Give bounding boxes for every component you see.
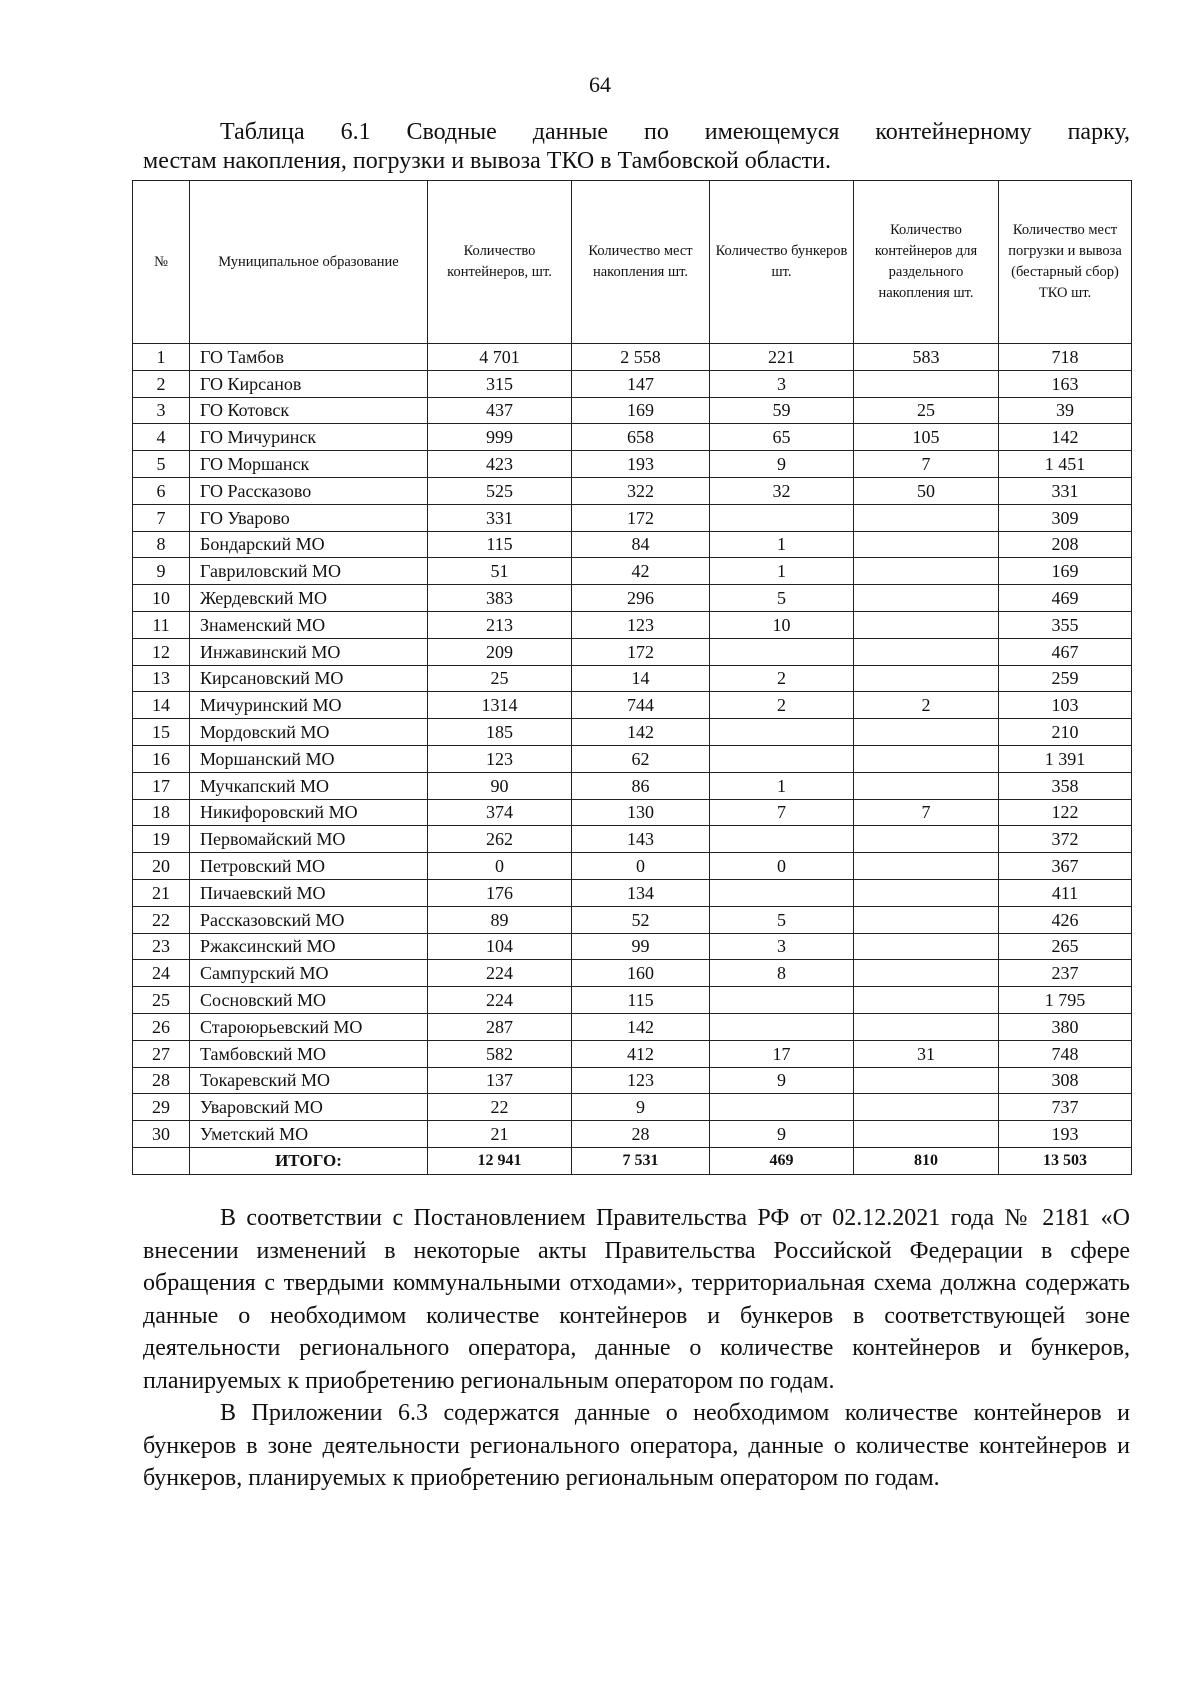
separate-containers-count — [854, 585, 999, 612]
collection-points-count: 172 — [572, 504, 710, 531]
bunkers-count: 32 — [710, 477, 854, 504]
containers-count: 287 — [428, 1013, 572, 1040]
collection-points-count: 14 — [572, 665, 710, 692]
municipality-name: Бондарский МО — [190, 531, 428, 558]
containerless-points-count: 737 — [999, 1094, 1132, 1121]
collection-points-count: 130 — [572, 799, 710, 826]
containers-count: 25 — [428, 665, 572, 692]
separate-containers-count — [854, 611, 999, 638]
bunkers-count — [710, 745, 854, 772]
table-row — [133, 1121, 1132, 1148]
body-text — [143, 1202, 1130, 1495]
collection-points-count: 193 — [572, 451, 710, 478]
separate-containers-count — [854, 665, 999, 692]
containerless-points-count: 308 — [999, 1067, 1132, 1094]
containerless-points-count: 469 — [999, 585, 1132, 612]
containerless-points-count: 142 — [999, 424, 1132, 451]
row-number: 2 — [133, 370, 190, 397]
bunkers-count — [710, 1013, 854, 1040]
bunkers-count: 9 — [710, 1121, 854, 1148]
municipality-name: Первомайский МО — [190, 826, 428, 853]
bunkers-count: 2 — [710, 692, 854, 719]
bunkers-count: 2 — [710, 665, 854, 692]
table-row — [133, 1040, 1132, 1067]
containers-count: 582 — [428, 1040, 572, 1067]
bunkers-count: 65 — [710, 424, 854, 451]
collection-points-count: 52 — [572, 906, 710, 933]
row-number: 6 — [133, 477, 190, 504]
separate-containers-count — [854, 1121, 999, 1148]
separate-containers-count — [854, 531, 999, 558]
containerless-points-count: 210 — [999, 719, 1132, 746]
municipality-name: Староюрьевский МО — [190, 1013, 428, 1040]
containerless-points-count: 1 795 — [999, 987, 1132, 1014]
total-collection-points-count: 7 531 — [572, 1147, 710, 1174]
containers-count: 185 — [428, 719, 572, 746]
municipality-name: ГО Моршанск — [190, 451, 428, 478]
municipality-name: Кирсановский МО — [190, 665, 428, 692]
containerless-points-count: 748 — [999, 1040, 1132, 1067]
total-containers-count: 12 941 — [428, 1147, 572, 1174]
bunkers-count: 7 — [710, 799, 854, 826]
bunkers-count — [710, 1094, 854, 1121]
row-number: 26 — [133, 1013, 190, 1040]
table-row — [133, 638, 1132, 665]
bunkers-count: 3 — [710, 370, 854, 397]
containers-count: 262 — [428, 826, 572, 853]
bunkers-count: 1 — [710, 558, 854, 585]
table-row — [133, 611, 1132, 638]
municipality-name: ГО Тамбов — [190, 344, 428, 371]
separate-containers-count — [854, 960, 999, 987]
header-bunkers: Количество бункеров шт. — [710, 181, 854, 344]
separate-containers-count: 7 — [854, 451, 999, 478]
collection-points-count: 744 — [572, 692, 710, 719]
table-row — [133, 799, 1132, 826]
bunkers-count: 1 — [710, 772, 854, 799]
containerless-points-count: 309 — [999, 504, 1132, 531]
row-number: 22 — [133, 906, 190, 933]
municipality-name: Сампурский МО — [190, 960, 428, 987]
row-number: 24 — [133, 960, 190, 987]
table-row — [133, 424, 1132, 451]
row-number: 9 — [133, 558, 190, 585]
collection-points-count: 115 — [572, 987, 710, 1014]
separate-containers-count — [854, 772, 999, 799]
containers-count: 51 — [428, 558, 572, 585]
bunkers-count: 9 — [710, 451, 854, 478]
total-containerless-points-count: 13 503 — [999, 1147, 1132, 1174]
separate-containers-count — [854, 558, 999, 585]
table-row — [133, 853, 1132, 880]
municipality-name: Пичаевский МО — [190, 879, 428, 906]
bunkers-count — [710, 879, 854, 906]
containerless-points-count: 208 — [999, 531, 1132, 558]
separate-containers-count — [854, 879, 999, 906]
containers-count: 437 — [428, 397, 572, 424]
containers-count: 315 — [428, 370, 572, 397]
paragraph-1: В соответствии с Постановлением Правительства РФ от 02.12.2021 года № 2181 «О внесении изменений в некоторые акты Правительства Российской Федерации в сфере обращения с твердыми коммунальными отходами», территориальная схема должна содержать данные о необходимом количестве контейнеров и бункеров в соответствующей зоне деятельности регионального оператора, данные о количестве контейнеров и бункеров, планируемых к приобретению региональным оператором по годам. — [143, 1205, 1130, 1394]
table-row — [133, 1067, 1132, 1094]
separate-containers-count — [854, 1094, 999, 1121]
municipality-name: Мучкапский МО — [190, 772, 428, 799]
page-number: 64 — [589, 72, 611, 97]
bunkers-count — [710, 504, 854, 531]
separate-containers-count — [854, 370, 999, 397]
containers-count: 374 — [428, 799, 572, 826]
containerless-points-count: 355 — [999, 611, 1132, 638]
row-number: 3 — [133, 397, 190, 424]
row-number: 13 — [133, 665, 190, 692]
containerless-points-count: 358 — [999, 772, 1132, 799]
collection-points-count: 123 — [572, 1067, 710, 1094]
separate-containers-count — [854, 933, 999, 960]
separate-containers-count — [854, 987, 999, 1014]
containers-count: 224 — [428, 960, 572, 987]
municipality-name: Мичуринский МО — [190, 692, 428, 719]
table-row — [133, 665, 1132, 692]
containers-count: 89 — [428, 906, 572, 933]
collection-points-count: 0 — [572, 853, 710, 880]
row-number: 30 — [133, 1121, 190, 1148]
containers-count: 4 701 — [428, 344, 572, 371]
row-number: 16 — [133, 745, 190, 772]
collection-points-count: 2 558 — [572, 344, 710, 371]
total-bunkers-count: 469 — [710, 1147, 854, 1174]
total-municipality-name: ИТОГО: — [190, 1147, 428, 1174]
containers-count: 176 — [428, 879, 572, 906]
collection-points-count: 62 — [572, 745, 710, 772]
containers-count: 21 — [428, 1121, 572, 1148]
table-row — [133, 987, 1132, 1014]
separate-containers-count — [854, 1013, 999, 1040]
bunkers-count: 0 — [710, 853, 854, 880]
collection-points-count: 169 — [572, 397, 710, 424]
containers-count: 1314 — [428, 692, 572, 719]
collection-points-count: 143 — [572, 826, 710, 853]
row-number: 21 — [133, 879, 190, 906]
separate-containers-count — [854, 1067, 999, 1094]
container-summary-table — [132, 180, 1132, 1175]
row-number: 7 — [133, 504, 190, 531]
separate-containers-count: 583 — [854, 344, 999, 371]
municipality-name: Тамбовский МО — [190, 1040, 428, 1067]
bunkers-count: 5 — [710, 585, 854, 612]
row-number: 19 — [133, 826, 190, 853]
collection-points-count: 84 — [572, 531, 710, 558]
separate-containers-count: 2 — [854, 692, 999, 719]
bunkers-count — [710, 719, 854, 746]
row-number: 27 — [133, 1040, 190, 1067]
table-row — [133, 719, 1132, 746]
containers-count: 115 — [428, 531, 572, 558]
containerless-points-count: 193 — [999, 1121, 1132, 1148]
table-row — [133, 772, 1132, 799]
containers-count: 104 — [428, 933, 572, 960]
table-row — [133, 558, 1132, 585]
separate-containers-count: 50 — [854, 477, 999, 504]
bunkers-count — [710, 826, 854, 853]
collection-points-count: 172 — [572, 638, 710, 665]
municipality-name: Уметский МО — [190, 1121, 428, 1148]
row-number: 12 — [133, 638, 190, 665]
collection-points-count: 9 — [572, 1094, 710, 1121]
table-row — [133, 370, 1132, 397]
separate-containers-count — [854, 504, 999, 531]
row-number: 4 — [133, 424, 190, 451]
bunkers-count: 10 — [710, 611, 854, 638]
collection-points-count: 28 — [572, 1121, 710, 1148]
containers-count: 331 — [428, 504, 572, 531]
collection-points-count: 658 — [572, 424, 710, 451]
table-row — [133, 477, 1132, 504]
containers-count: 525 — [428, 477, 572, 504]
collection-points-count: 99 — [572, 933, 710, 960]
bunkers-count: 3 — [710, 933, 854, 960]
bunkers-count — [710, 638, 854, 665]
table-row — [133, 933, 1132, 960]
municipality-name: Сосновский МО — [190, 987, 428, 1014]
containers-count: 123 — [428, 745, 572, 772]
containers-count: 999 — [428, 424, 572, 451]
table-row — [133, 1094, 1132, 1121]
containerless-points-count: 331 — [999, 477, 1132, 504]
row-number: 14 — [133, 692, 190, 719]
containers-count: 423 — [428, 451, 572, 478]
row-number: 5 — [133, 451, 190, 478]
row-number: 8 — [133, 531, 190, 558]
caption-line-1: Таблица 6.1 Сводные данные по имеющемуся контейнерному парку, — [220, 119, 1130, 145]
collection-points-count: 134 — [572, 879, 710, 906]
table-row — [133, 745, 1132, 772]
separate-containers-count — [854, 853, 999, 880]
containerless-points-count: 265 — [999, 933, 1132, 960]
row-number: 25 — [133, 987, 190, 1014]
bunkers-count: 221 — [710, 344, 854, 371]
municipality-name: Жердевский МО — [190, 585, 428, 612]
municipality-name: ГО Кирсанов — [190, 370, 428, 397]
collection-points-count: 142 — [572, 1013, 710, 1040]
row-number: 29 — [133, 1094, 190, 1121]
bunkers-count: 8 — [710, 960, 854, 987]
collection-points-count: 322 — [572, 477, 710, 504]
separate-containers-count — [854, 745, 999, 772]
separate-containers-count — [854, 826, 999, 853]
municipality-name: ГО Уварово — [190, 504, 428, 531]
containerless-points-count: 411 — [999, 879, 1132, 906]
containerless-points-count: 367 — [999, 853, 1132, 880]
header-containerless-points: Количество мест погрузки и вывоза (бестарный сбор) ТКО шт. — [999, 181, 1132, 344]
paragraph-2: В Приложении 6.3 содержатся данные о необходимом количестве контейнеров и бункеров в зоне деятельности регионального оператора, данные о количестве контейнеров и бункеров, планируемых к приобретению региональным оператором по годам. — [143, 1400, 1130, 1491]
containerless-points-count: 39 — [999, 397, 1132, 424]
row-number: 15 — [133, 719, 190, 746]
collection-points-count: 412 — [572, 1040, 710, 1067]
bunkers-count: 17 — [710, 1040, 854, 1067]
separate-containers-count: 31 — [854, 1040, 999, 1067]
table-row — [133, 879, 1132, 906]
total-row-number — [133, 1147, 190, 1174]
containerless-points-count: 259 — [999, 665, 1132, 692]
row-number: 28 — [133, 1067, 190, 1094]
table-row — [133, 344, 1132, 371]
table-row — [133, 906, 1132, 933]
separate-containers-count: 105 — [854, 424, 999, 451]
municipality-name: Токаревский МО — [190, 1067, 428, 1094]
containerless-points-count: 103 — [999, 692, 1132, 719]
separate-containers-count — [854, 906, 999, 933]
row-number: 17 — [133, 772, 190, 799]
bunkers-count: 5 — [710, 906, 854, 933]
separate-containers-count — [854, 638, 999, 665]
containerless-points-count: 426 — [999, 906, 1132, 933]
table-total-row — [133, 1147, 1132, 1174]
containers-count: 0 — [428, 853, 572, 880]
bunkers-count: 9 — [710, 1067, 854, 1094]
collection-points-count: 86 — [572, 772, 710, 799]
collection-points-count: 142 — [572, 719, 710, 746]
separate-containers-count: 25 — [854, 397, 999, 424]
header-number: № — [133, 181, 190, 344]
table-row — [133, 585, 1132, 612]
bunkers-count: 59 — [710, 397, 854, 424]
municipality-name: Уваровский МО — [190, 1094, 428, 1121]
table-body — [133, 344, 1132, 1175]
containerless-points-count: 380 — [999, 1013, 1132, 1040]
collection-points-count: 42 — [572, 558, 710, 585]
municipality-name: Моршанский МО — [190, 745, 428, 772]
containers-count: 224 — [428, 987, 572, 1014]
municipality-name: ГО Мичуринск — [190, 424, 428, 451]
containerless-points-count: 1 451 — [999, 451, 1132, 478]
containerless-points-count: 122 — [999, 799, 1132, 826]
collection-points-count: 123 — [572, 611, 710, 638]
containerless-points-count: 718 — [999, 344, 1132, 371]
municipality-name: Знаменский МО — [190, 611, 428, 638]
table-row — [133, 826, 1132, 853]
municipality-name: Петровский МО — [190, 853, 428, 880]
table-row — [133, 451, 1132, 478]
row-number: 18 — [133, 799, 190, 826]
municipality-name: Ржаксинский МО — [190, 933, 428, 960]
municipality-name: Гавриловский МО — [190, 558, 428, 585]
header-separate-containers: Количество контейнеров для раздельного накопления шт. — [854, 181, 999, 344]
municipality-name: Рассказовский МО — [190, 906, 428, 933]
table-row — [133, 960, 1132, 987]
collection-points-count: 147 — [572, 370, 710, 397]
header-collection-points: Количество мест накопления шт. — [572, 181, 710, 344]
containerless-points-count: 163 — [999, 370, 1132, 397]
total-separate-containers-count: 810 — [854, 1147, 999, 1174]
row-number: 1 — [133, 344, 190, 371]
containers-count: 22 — [428, 1094, 572, 1121]
caption-line-2: местам накопления, погрузки и вывоза ТКО в Тамбовской области. — [143, 148, 832, 174]
table-caption — [143, 118, 1130, 176]
table-row — [133, 531, 1132, 558]
containers-count: 209 — [428, 638, 572, 665]
table-row — [133, 1013, 1132, 1040]
municipality-name: Инжавинский МО — [190, 638, 428, 665]
containerless-points-count: 237 — [999, 960, 1132, 987]
municipality-name: ГО Рассказово — [190, 477, 428, 504]
municipality-name: Никифоровский МО — [190, 799, 428, 826]
containerless-points-count: 169 — [999, 558, 1132, 585]
containers-count: 383 — [428, 585, 572, 612]
containers-count: 213 — [428, 611, 572, 638]
row-number: 23 — [133, 933, 190, 960]
containerless-points-count: 372 — [999, 826, 1132, 853]
bunkers-count — [710, 987, 854, 1014]
separate-containers-count: 7 — [854, 799, 999, 826]
collection-points-count: 296 — [572, 585, 710, 612]
containers-count: 137 — [428, 1067, 572, 1094]
containers-count: 90 — [428, 772, 572, 799]
bunkers-count: 1 — [710, 531, 854, 558]
row-number: 10 — [133, 585, 190, 612]
containerless-points-count: 1 391 — [999, 745, 1132, 772]
table-row — [133, 504, 1132, 531]
table-row — [133, 692, 1132, 719]
municipality-name: ГО Котовск — [190, 397, 428, 424]
separate-containers-count — [854, 719, 999, 746]
row-number: 11 — [133, 611, 190, 638]
header-municipality: Муниципальное образование — [190, 181, 428, 344]
containerless-points-count: 467 — [999, 638, 1132, 665]
header-containers: Количество контейнеров, шт. — [428, 181, 572, 344]
table-row — [133, 397, 1132, 424]
row-number: 20 — [133, 853, 190, 880]
municipality-name: Мордовский МО — [190, 719, 428, 746]
collection-points-count: 160 — [572, 960, 710, 987]
table-header-row — [133, 181, 1132, 344]
